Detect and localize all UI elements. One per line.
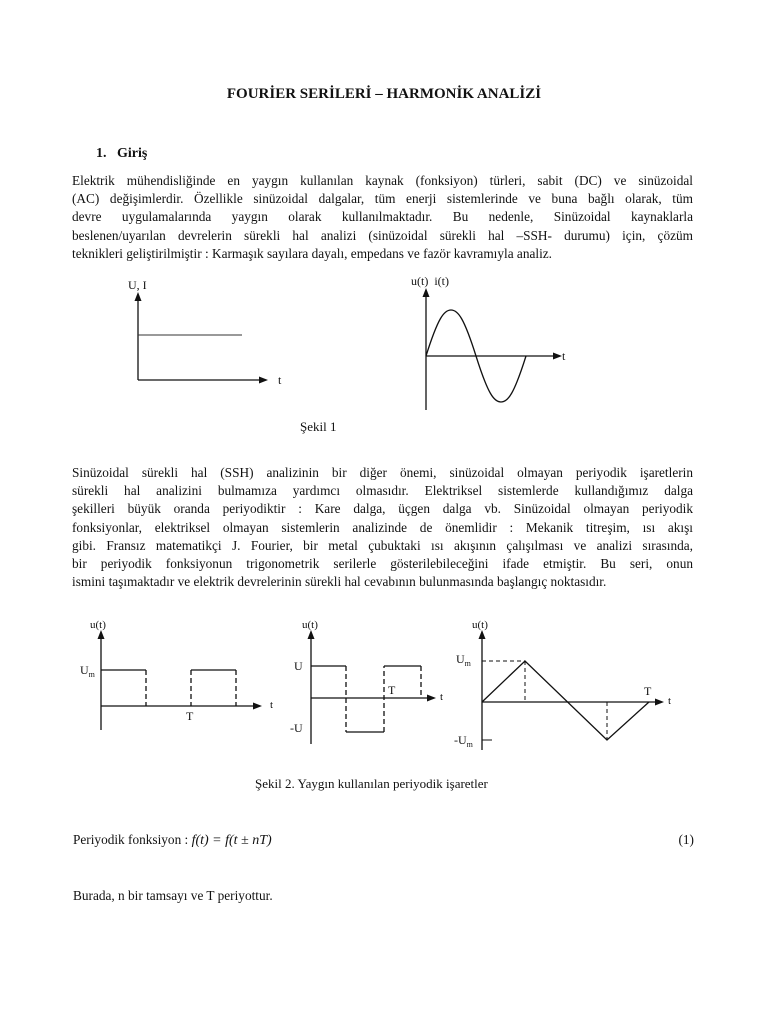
sq-period-label: T <box>186 709 194 723</box>
sq-x-arrow <box>253 703 262 710</box>
bp-t-label: t <box>440 691 444 703</box>
bp-y-label: u(t) <box>302 619 318 631</box>
sine-axis-label: u(t) i(t) <box>411 274 449 288</box>
paragraph-line: sürekli hal analizini bulmamıza yardımcı olmasıdır. Elektriksel sistemlerde kullandığımız dalga <box>72 483 693 499</box>
paragraph-line: teknikleri geliştirilmiştir : Karmaşık sayılara dayalı, empedans ve fazör kavramıyla analiz. <box>72 245 552 261</box>
closing-sentence: Burada, n bir tamsayı ve T periyottur. <box>73 888 273 903</box>
paragraph-line: ismini taşımaktadır ve elektrik devrelerinin sürekli hal cevabının bulunmasında başlangıç noktasıdır. <box>72 574 607 590</box>
bp-x-arrow <box>427 695 436 702</box>
second-paragraph <box>72 464 693 591</box>
dc-axis-label: U, I <box>128 278 147 292</box>
paragraph-line: bir periyodik fonksiyonun trigonometrik serilerle gösterilebileceğini ifade etmiştir. Bu seri, onun <box>72 556 693 572</box>
paragraph-line: şekilleri büyük oranda periyodiktir : Kare dalga, üçgen dalga vb. Sinüzoidal olmayan periyodik <box>72 501 693 517</box>
sq-t-label: t <box>270 699 274 711</box>
tri-y-label: u(t) <box>472 619 488 631</box>
document-title: FOURİER SERİLERİ – HARMONİK ANALİZİ <box>226 86 542 102</box>
section-heading: 1. Giriş <box>96 146 148 161</box>
figure2-bipolar-wave <box>288 616 454 750</box>
paragraph-line: gibi. Fransız matematikçi J. Fourier, bir metal çubuktaki ısı akışının çalışılması ve analizi sırasında, <box>72 537 693 553</box>
bp-period-label: T <box>388 683 396 697</box>
equation-number: (1) <box>678 832 694 847</box>
paragraph-line: Elektrik mühendisliğinde en yaygın kullanılan kaynak (fonksiyon) türleri, sabit (DC) ve sinüzoidal <box>72 173 693 188</box>
bp-y-arrow <box>308 630 315 639</box>
figure1-sine-graph <box>398 272 588 414</box>
paragraph-line: beslenen/uyarılan devrelerin sürekli hal analizi (sinüzoidal sürekli hal –SSH- durumu) için, çözüm <box>72 227 693 243</box>
paragraph-line: Sinüzoidal sürekli hal (SSH) analizinin bir diğer önemi, sinüzoidal olmayan periyodik işaretlerin <box>72 465 693 480</box>
sq-y-label: u(t) <box>90 619 106 631</box>
figure1-dc-graph <box>118 276 298 396</box>
equation-row <box>73 832 694 849</box>
tri-pos-label: $U_m$ <box>456 652 471 668</box>
paragraph-line: (AC) değişimlerdir. Özellikle sinüzoidal dalgalar, tüm enerji sistemlerinde ve buna bağlı olarak, tüm <box>72 191 693 207</box>
dc-t-label: t <box>278 373 282 387</box>
sine-x-arrow <box>553 353 562 360</box>
equation-formula: f(t) = f(t ± nT) <box>191 833 272 848</box>
tri-t-label: t <box>668 695 672 707</box>
sine-t-label: t <box>562 349 566 363</box>
figure1-caption: Şekil 1 <box>300 419 337 434</box>
tri-wave <box>482 661 649 740</box>
paragraph-line: devre uygulamalarında yaygın olarak kullanılmaktadır. Bu nedenle, Sinüzoidal kaynaklarla <box>72 209 693 225</box>
dc-x-arrow <box>259 377 268 384</box>
tri-neg-label: $-U_m$ <box>454 733 473 749</box>
tri-period-label: T <box>644 684 652 698</box>
dc-y-arrow <box>135 292 142 301</box>
figure2-caption: Şekil 2. Yaygın kullanılan periyodik işaretler <box>255 776 488 791</box>
sq-level-label: $U_m$ <box>80 663 95 679</box>
equation-label: Periyodik fonksiyon : <box>73 832 192 847</box>
intro-paragraph <box>72 172 693 263</box>
tri-x-arrow <box>655 699 664 706</box>
bp-neg-label: -U <box>290 721 303 735</box>
bp-pos-label: U <box>294 659 303 673</box>
sine-y-arrow <box>423 288 430 297</box>
figure2-triangle-wave <box>452 616 684 756</box>
paragraph-line: fonksiyonlar, elektriksel olmayan sistemlerin analizinde de önemlidir : Mekanik titreşim, ısı akışı <box>72 519 693 535</box>
figure2-square-wave <box>78 616 284 740</box>
sq-y-arrow <box>98 630 105 639</box>
tri-y-arrow <box>479 630 486 639</box>
